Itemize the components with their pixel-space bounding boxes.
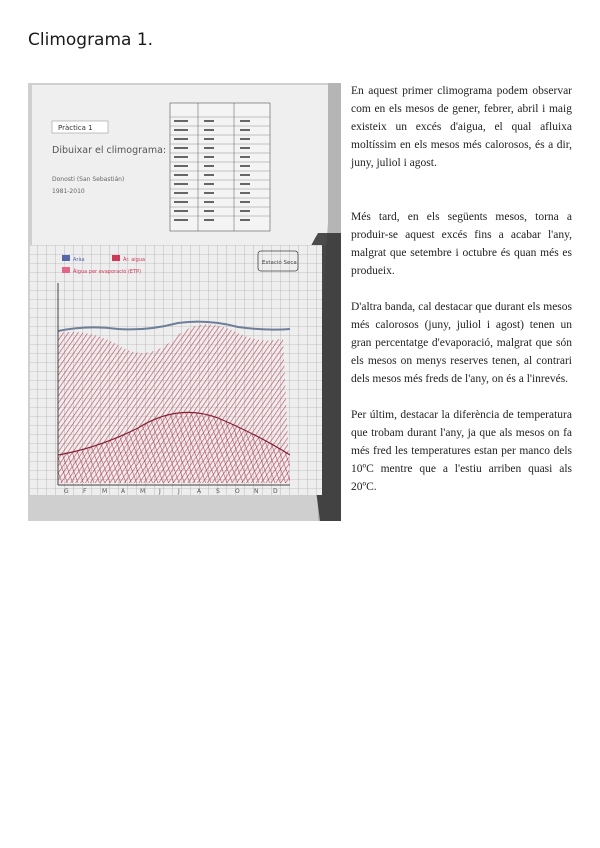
legend-item-1: Aràa bbox=[73, 257, 85, 263]
climograph-photo bbox=[28, 83, 341, 521]
paragraph-1: En aquest primer climograma podem observar com en els mesos de gener, febrer, abril i maig existeix un excés d'aigua, el qual afluixa moltíssim en els mesos més calorosos, és a dir, juny, juliol i agost. bbox=[351, 85, 572, 169]
month-label-7: J bbox=[178, 488, 180, 495]
month-label-11: N bbox=[254, 488, 259, 495]
paragraph-2: Més tard, en els següents mesos, torna a produir-se aquest excés fins a acabar l'any, malgrat que setembre i octubre és quan més es produeix. bbox=[351, 211, 572, 277]
practice-label: Pràctica 1 bbox=[58, 124, 93, 132]
month-label-5: M bbox=[140, 488, 146, 495]
page-title: Climograma 1. bbox=[28, 30, 154, 50]
legend-item-2: Àr. aigua bbox=[123, 257, 146, 263]
paragraph-3: D'altra banda, cal destacar que durant els mesos més calorosos (juny, juliol i agost) tenen un gran percentatge d'evaporació, malgrat que són els mesos on menys reserves tenen, al contrari dels mesos més freds de l'any, on és a l'inrevés. bbox=[351, 301, 572, 385]
dry-season-stamp: Estació Seca bbox=[262, 260, 297, 266]
month-label-1: G bbox=[64, 488, 69, 495]
month-label-6: J bbox=[159, 488, 161, 495]
month-label-2: F bbox=[83, 488, 87, 495]
temperature-table bbox=[170, 103, 270, 231]
analysis-text bbox=[351, 82, 572, 514]
month-label-4: A bbox=[121, 488, 126, 495]
sheet-heading: Dibuixar el climograma: bbox=[52, 145, 167, 156]
month-label-12: D bbox=[273, 488, 278, 495]
month-label-8: A bbox=[197, 488, 202, 495]
paragraph-4: Per últim, destacar la diferència de temperatura que trobam durant l'any, ja que als mesos on fa més fred les temperatures estan per manco dels 10ºC mentre que a l'estiu arriben quasi als 20ºC. bbox=[351, 409, 572, 493]
sheet-location: Donosti (San Sebastián) bbox=[52, 176, 125, 183]
legend-item-3: Àigua per evaporació (ETP) bbox=[73, 269, 142, 275]
month-label-9: S bbox=[216, 488, 220, 495]
sheet-period: 1981-2010 bbox=[52, 188, 85, 195]
month-label-3: M bbox=[102, 488, 108, 495]
month-label-10: O bbox=[235, 488, 240, 495]
